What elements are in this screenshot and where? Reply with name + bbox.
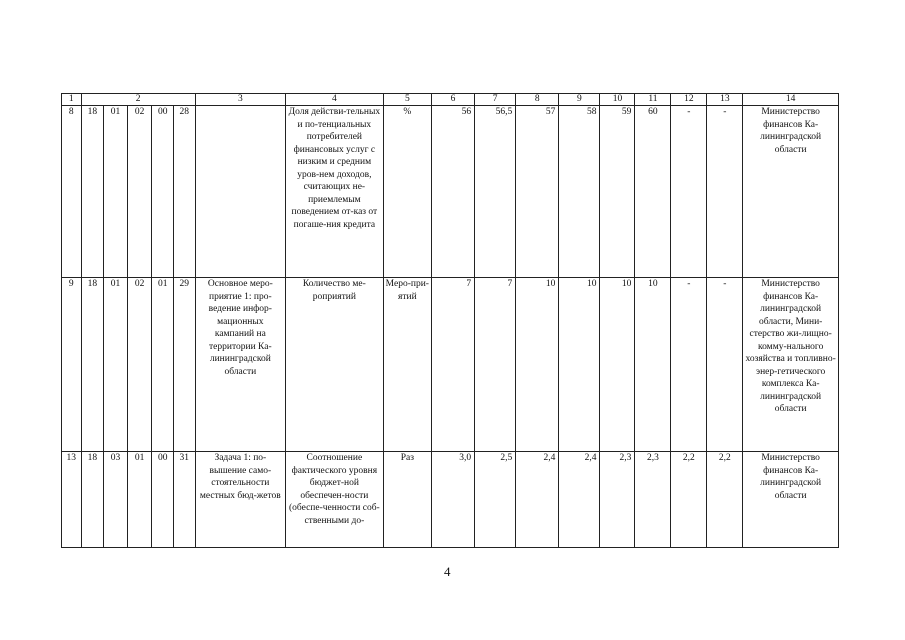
- indicator-name-cell: Соотношение фактического уровня бюджет-ной обеспечен-ности (обеспе-ченности соб-ственными до-: [286, 452, 384, 548]
- indicator-table: [61, 93, 839, 548]
- indicator-name-cell: Доля действи-тельных и по-тенциальных потребителей финансовых услуг с низким и средним уров-нем доходов, считающих не-приемлемым поведением от-каз от погаше-ния кредита: [286, 106, 384, 278]
- value-cell: 2,5: [475, 452, 516, 548]
- row-number: 8: [62, 106, 82, 278]
- responsible-cell: Министерство финансов Ка-лининградской области, Мини-стерство жи-лищно-комму-нального хозяйства и топливно-энер-гетического комплекса Ка-лининградской области: [743, 278, 839, 452]
- value-cell: 3,0: [431, 452, 474, 548]
- indicator-name-cell: Количество ме-роприятий: [286, 278, 384, 452]
- table-row: [62, 106, 839, 278]
- header-cell: 14: [743, 94, 839, 106]
- value-cell: 57: [516, 106, 559, 278]
- value-cell: -: [671, 106, 707, 278]
- code-cell: 29: [173, 278, 195, 452]
- header-cell: 6: [431, 94, 474, 106]
- code-cell: 31: [173, 452, 195, 548]
- header-cell: 13: [707, 94, 743, 106]
- code-cell: 01: [104, 106, 128, 278]
- code-cell: 00: [152, 106, 174, 278]
- header-cell: 7: [475, 94, 516, 106]
- page-number: 4: [444, 564, 451, 579]
- value-cell: -: [707, 106, 743, 278]
- code-cell: 03: [104, 452, 128, 548]
- header-cell: 8: [516, 94, 559, 106]
- value-cell: 58: [559, 106, 600, 278]
- value-cell: 2,4: [559, 452, 600, 548]
- unit-cell: %: [383, 106, 431, 278]
- code-cell: 18: [81, 106, 104, 278]
- value-cell: 2,2: [707, 452, 743, 548]
- header-cell: 5: [383, 94, 431, 106]
- row-number: 9: [62, 278, 82, 452]
- row-number: 13: [62, 452, 82, 548]
- measure-name-cell: Основное меро-приятие 1: про-ведение инфор-мационных кампаний на территории Ка-лининградской области: [195, 278, 285, 452]
- measure-name-cell: Задача 1: по-вышение само-стоятельности местных бюд-жетов: [195, 452, 285, 548]
- header-cell: 4: [286, 94, 384, 106]
- responsible-cell: Министерство финансов Ка-лининградской области: [743, 106, 839, 278]
- value-cell: -: [707, 278, 743, 452]
- code-cell: 28: [173, 106, 195, 278]
- header-cell: 9: [559, 94, 600, 106]
- table-row: [62, 452, 839, 548]
- unit-cell: Раз: [383, 452, 431, 548]
- code-cell: 01: [127, 452, 152, 548]
- value-cell: 59: [600, 106, 635, 278]
- value-cell: 2,3: [635, 452, 671, 548]
- value-cell: 10: [600, 278, 635, 452]
- responsible-cell: Министерство финансов Ка-лининградской области: [743, 452, 839, 548]
- header-cell: 11: [635, 94, 671, 106]
- code-cell: 18: [81, 278, 104, 452]
- code-cell: 18: [81, 452, 104, 548]
- header-cell: 10: [600, 94, 635, 106]
- code-cell: 01: [152, 278, 174, 452]
- value-cell: 7: [475, 278, 516, 452]
- value-cell: 60: [635, 106, 671, 278]
- value-cell: 10: [559, 278, 600, 452]
- value-cell: 2,2: [671, 452, 707, 548]
- header-cell: 12: [671, 94, 707, 106]
- header-cell: 2: [81, 94, 195, 106]
- value-cell: 10: [516, 278, 559, 452]
- value-cell: 7: [431, 278, 474, 452]
- header-row: [62, 94, 839, 106]
- unit-cell: Меро-при-ятий: [383, 278, 431, 452]
- value-cell: 56,5: [475, 106, 516, 278]
- code-cell: 02: [127, 106, 152, 278]
- value-cell: 2,3: [600, 452, 635, 548]
- header-cell: 3: [195, 94, 285, 106]
- code-cell: 01: [104, 278, 128, 452]
- value-cell: -: [671, 278, 707, 452]
- value-cell: 10: [635, 278, 671, 452]
- measure-name-cell: [195, 106, 285, 278]
- code-cell: 00: [152, 452, 174, 548]
- code-cell: 02: [127, 278, 152, 452]
- value-cell: 56: [431, 106, 474, 278]
- header-cell: 1: [62, 94, 82, 106]
- value-cell: 2,4: [516, 452, 559, 548]
- table-row: [62, 278, 839, 452]
